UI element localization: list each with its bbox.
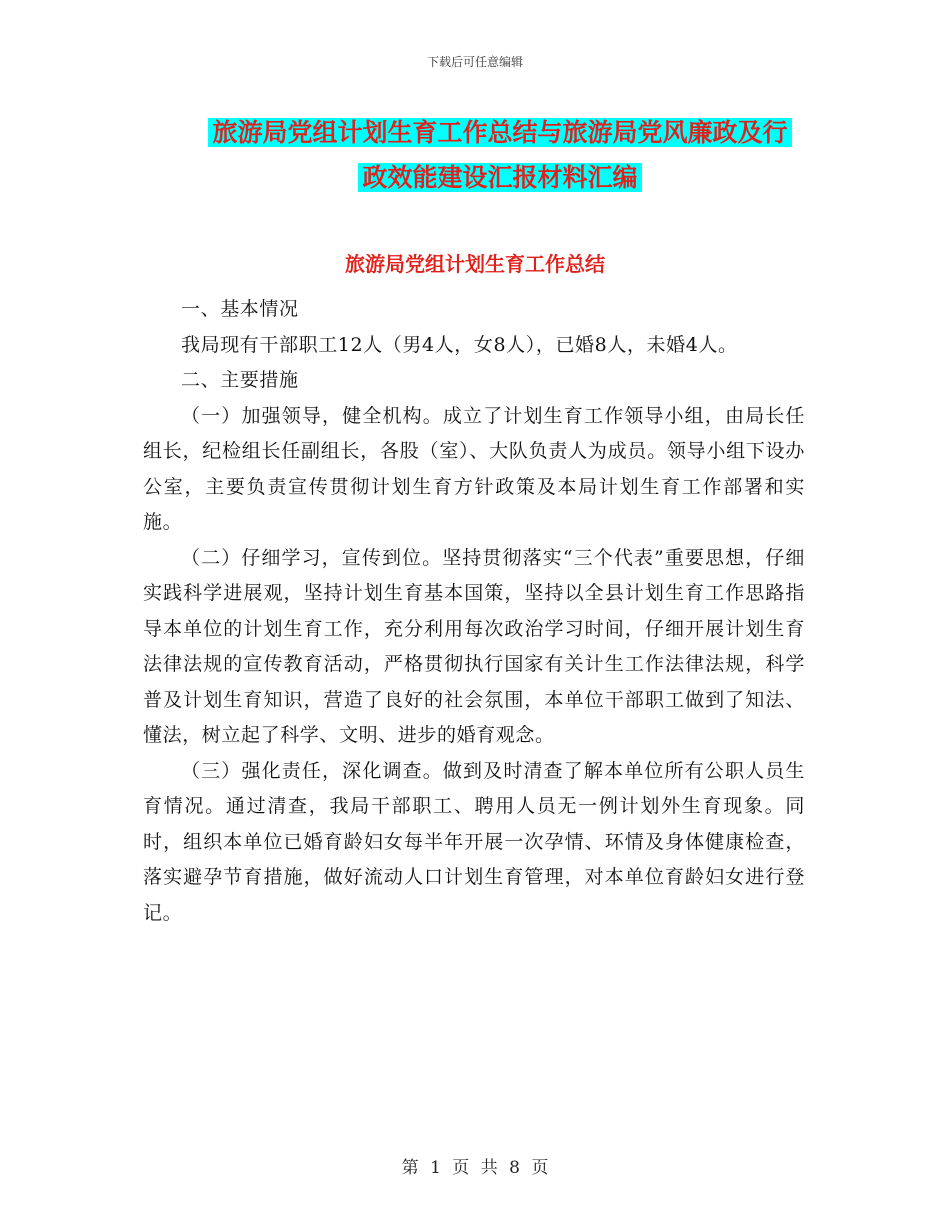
paragraph-basic-info: 我局现有干部职工12人（男4人，女8人），已婚8人，未婚4人。: [181, 333, 738, 356]
section-title: 旅游局党组计划生育工作总结: [345, 252, 605, 276]
document-title-line-2: 政效能建设汇报材料汇编: [358, 163, 641, 192]
document-body: [143, 292, 805, 931]
document-title: [180, 110, 820, 200]
paragraph-basic-heading: 一、基本情况: [181, 298, 299, 320]
paragraph-measure-2: （二）仔细学习，宣传到位。坚持贯彻落实“三个代表”重要思想，仔细实践科学进展观，坚持计划生育基本国策，坚持以全县计划生育工作思路指导本单位的计划生育工作，充分利用每次政治学习时间，仔细开展计划生育法律法规的宣传教育活动，严格贯彻执行国家有关计生工作法律法规，科学普及计划生育知识，营造了良好的社会氛围，本单位干部职工做到了知法、懂法，树立起了科学、文明、进步的婚育观念。: [143, 546, 805, 746]
document-title-line-1: 旅游局党组计划生育工作总结与旅游局党风廉政及行: [208, 118, 791, 147]
paragraph-measure-3: （三）强化责任，深化调查。做到及时清查了解本单位所有公职人员生育情况。通过清查，我局干部职工、聘用人员无一例计划外生育现象。同时，组织本单位已婚育龄妇女每半年开展一次孕情、环情及身体健康检查，落实避孕节育措施，做好流动人口计划生育管理，对本单位育龄妇女进行登记。: [143, 759, 805, 924]
paragraph-measures-heading: 二、主要措施: [181, 369, 299, 391]
page-number: 第 1 页 共 8 页: [401, 1158, 549, 1178]
paragraph-measure-1: （一）加强领导，健全机构。成立了计划生育工作领导小组，由局长任组长，纪检组长任副组长，各股（室）、大队负责人为成员。领导小组下设办公室，主要负责宣传贯彻计划生育方针政策及本局计划生育工作部署和实施。: [143, 404, 805, 533]
page-header-note: 下载后可任意编辑: [426, 55, 523, 69]
